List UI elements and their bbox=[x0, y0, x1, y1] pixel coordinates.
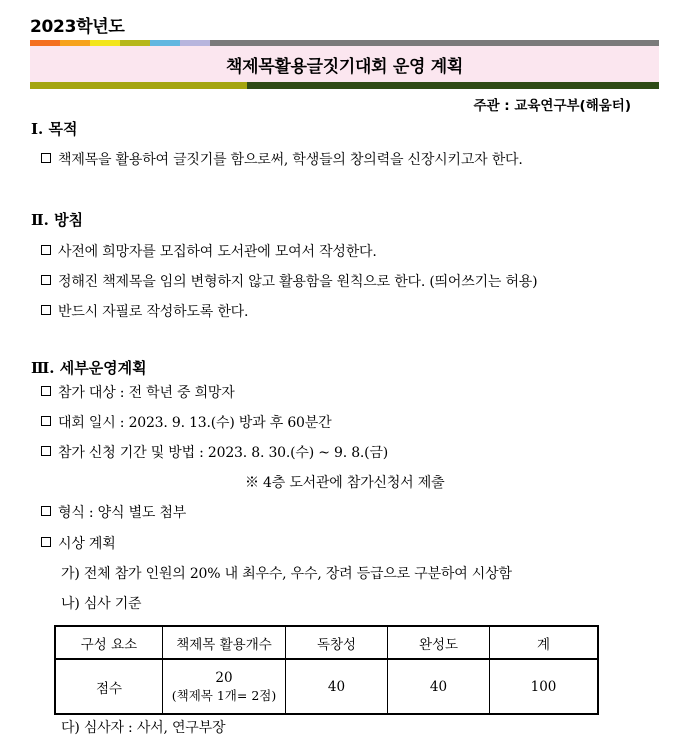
checkbox-bullet-icon bbox=[41, 446, 51, 456]
total-score-cell: 100 bbox=[490, 659, 599, 714]
plan-text: 대회 일시 : 2023. 9. 13.(수) 방과 후 60분간 bbox=[58, 415, 332, 431]
checkbox-bullet-icon bbox=[41, 416, 51, 426]
section-heading-purpose: Ⅰ. 목적 bbox=[31, 120, 78, 138]
section-heading-policy: Ⅱ. 방침 bbox=[31, 211, 84, 229]
checkbox-bullet-icon bbox=[41, 305, 51, 315]
table-header-cell: 계 bbox=[490, 626, 599, 659]
plan-text: 참가 신청 기간 및 방법 : 2023. 8. 30.(수) ~ 9. 8.(금) bbox=[58, 445, 389, 461]
underline-dark-green bbox=[247, 82, 659, 89]
table-header-cell: 완성도 bbox=[388, 626, 490, 659]
document-title: 책제목활용글짓기대회 운영 계획 bbox=[226, 56, 463, 77]
originality-score-cell: 40 bbox=[286, 659, 388, 714]
plan-item bbox=[41, 502, 186, 522]
table-header-cell: 책제목 활용개수 bbox=[163, 626, 286, 659]
checkbox-bullet-icon bbox=[41, 153, 51, 163]
submission-note: ※ 4층 도서관에 참가신청서 제출 bbox=[245, 475, 445, 491]
checkbox-bullet-icon bbox=[41, 537, 51, 547]
title-underline-bar bbox=[30, 82, 659, 89]
plan-item bbox=[41, 382, 235, 402]
policy-text: 사전에 희망자를 모집하여 도서관에 모여서 작성한다. bbox=[58, 244, 377, 260]
table-header-cell: 구성 요소 bbox=[55, 626, 163, 659]
checkbox-bullet-icon bbox=[41, 275, 51, 285]
title-band bbox=[30, 46, 659, 82]
table-header-cell: 독창성 bbox=[286, 626, 388, 659]
policy-item bbox=[41, 271, 537, 291]
policy-text: 반드시 자필로 작성하도록 한다. bbox=[58, 304, 249, 320]
completeness-score-cell: 40 bbox=[388, 659, 490, 714]
policy-item bbox=[41, 241, 377, 261]
plan-item bbox=[41, 442, 388, 462]
award-criteria-line: 가) 전체 참가 인원의 20% 내 최우수, 우수, 장려 등급으로 구분하여 시상함 bbox=[61, 566, 512, 582]
plan-item bbox=[41, 412, 331, 432]
usage-score-value: 20 bbox=[215, 669, 233, 686]
table-header-row bbox=[55, 626, 598, 659]
judges-line: 다) 심사자 : 사서, 연구부장 bbox=[61, 720, 226, 736]
plan-text: 참가 대상 : 전 학년 중 희망자 bbox=[58, 385, 235, 401]
checkbox-bullet-icon bbox=[41, 506, 51, 516]
policy-item bbox=[41, 301, 248, 321]
organizer-line: 주관 : 교육연구부(해움터) bbox=[473, 98, 631, 114]
plan-item bbox=[41, 533, 116, 553]
checkbox-bullet-icon bbox=[41, 245, 51, 255]
plan-text: 시상 계획 bbox=[58, 536, 116, 552]
judging-criteria-label: 나) 심사 기준 bbox=[61, 596, 142, 612]
usage-score-note: (책제목 1개= 2점) bbox=[171, 687, 277, 703]
school-year: 2023학년도 bbox=[30, 17, 125, 37]
purpose-text: 책제목을 활용하여 글짓기를 함으로써, 학생들의 창의력을 신장시키고자 한다. bbox=[58, 152, 523, 168]
checkbox-bullet-icon bbox=[41, 386, 51, 396]
usage-score-cell bbox=[163, 659, 286, 714]
plan-text: 형식 : 양식 별도 첨부 bbox=[58, 505, 187, 521]
purpose-item bbox=[41, 149, 523, 169]
row-label-cell: 점수 bbox=[55, 659, 163, 714]
score-table bbox=[54, 625, 599, 715]
section-heading-plan: Ⅲ. 세부운영계획 bbox=[31, 359, 147, 377]
policy-text: 정해진 책제목을 임의 변형하지 않고 활용함을 원칙으로 한다. (띄어쓰기는 허용) bbox=[58, 274, 538, 290]
table-row bbox=[55, 659, 598, 714]
underline-olive bbox=[30, 82, 247, 89]
